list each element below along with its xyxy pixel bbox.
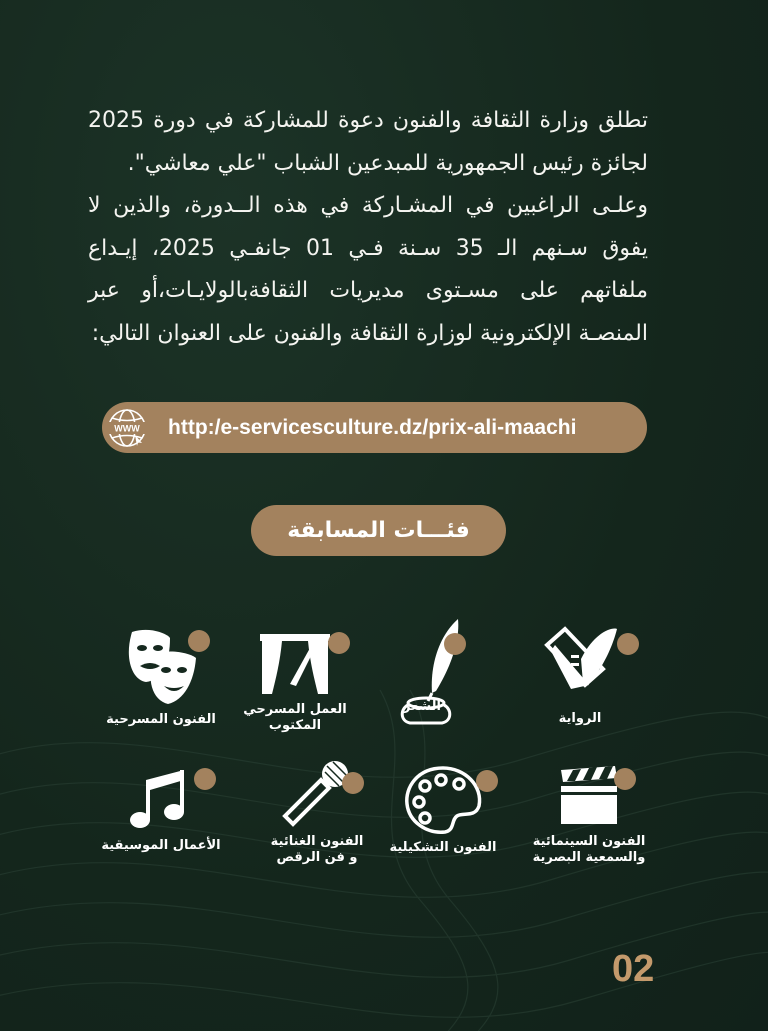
category-singing-dance xyxy=(242,758,392,866)
category-dot xyxy=(444,633,466,655)
category-label: الرواية xyxy=(558,711,602,726)
category-poetry xyxy=(352,617,502,715)
category-written-theater xyxy=(220,632,370,734)
category-label: الفنون السينمائية والسمعية البصرية xyxy=(532,834,646,865)
url-text[interactable]: http:/e-servicesculture.dz/prix-ali-maachi xyxy=(168,415,577,439)
category-music xyxy=(86,768,236,854)
globe-www-icon xyxy=(104,405,150,451)
category-label: العمل المسرحي المكتوب xyxy=(243,702,347,733)
intro-paragraph-2: وعلـى الراغبين في المشـاركة في هذه الــدورة، والذين لا يفوق سـنهم الـ 35 سـنة فـي 01 جانفـي 2025، إيـداع ملفاتهم على مسـتوى مديريات الثقافةبالولايـات،أو عبر المنصـة الإلكترونية لوزارة الثقافة والفنون على العنوان التالي: xyxy=(88,193,649,346)
category-dot xyxy=(342,772,364,794)
intro-paragraph-1: تطلق وزارة الثقافة والفنون دعوة للمشاركة في دورة 2025 لجائزة رئيس الجمهورية للمبدعين الشباب "علي معاشي". xyxy=(88,108,648,176)
page-number: 02 xyxy=(612,948,655,990)
intro-text xyxy=(88,100,648,355)
url-link[interactable] xyxy=(102,402,647,453)
category-dot xyxy=(614,768,636,790)
stage-curtain-icon xyxy=(250,632,340,696)
category-theater-arts xyxy=(86,628,236,728)
category-label: الأعمال الموسيقية xyxy=(101,838,221,853)
category-dot xyxy=(476,770,498,792)
category-cinema xyxy=(514,766,664,866)
microphone-icon xyxy=(277,758,357,828)
paint-palette-icon xyxy=(401,764,485,836)
category-label: الفنون الغنائية و فن الرقص xyxy=(270,834,364,865)
category-label: الفنون التشكيلية xyxy=(389,840,497,855)
globe-www-text: WWW xyxy=(114,423,140,433)
category-dot xyxy=(194,768,216,790)
category-dot xyxy=(188,630,210,652)
category-dot xyxy=(328,632,350,654)
category-label: الفنون المسرحية xyxy=(106,712,216,727)
music-notes-icon xyxy=(126,768,196,832)
categories-title: فئـــات المسابقة xyxy=(251,505,506,556)
category-novel xyxy=(505,625,655,727)
category-label: الشعر xyxy=(403,699,441,714)
category-dot xyxy=(617,633,639,655)
